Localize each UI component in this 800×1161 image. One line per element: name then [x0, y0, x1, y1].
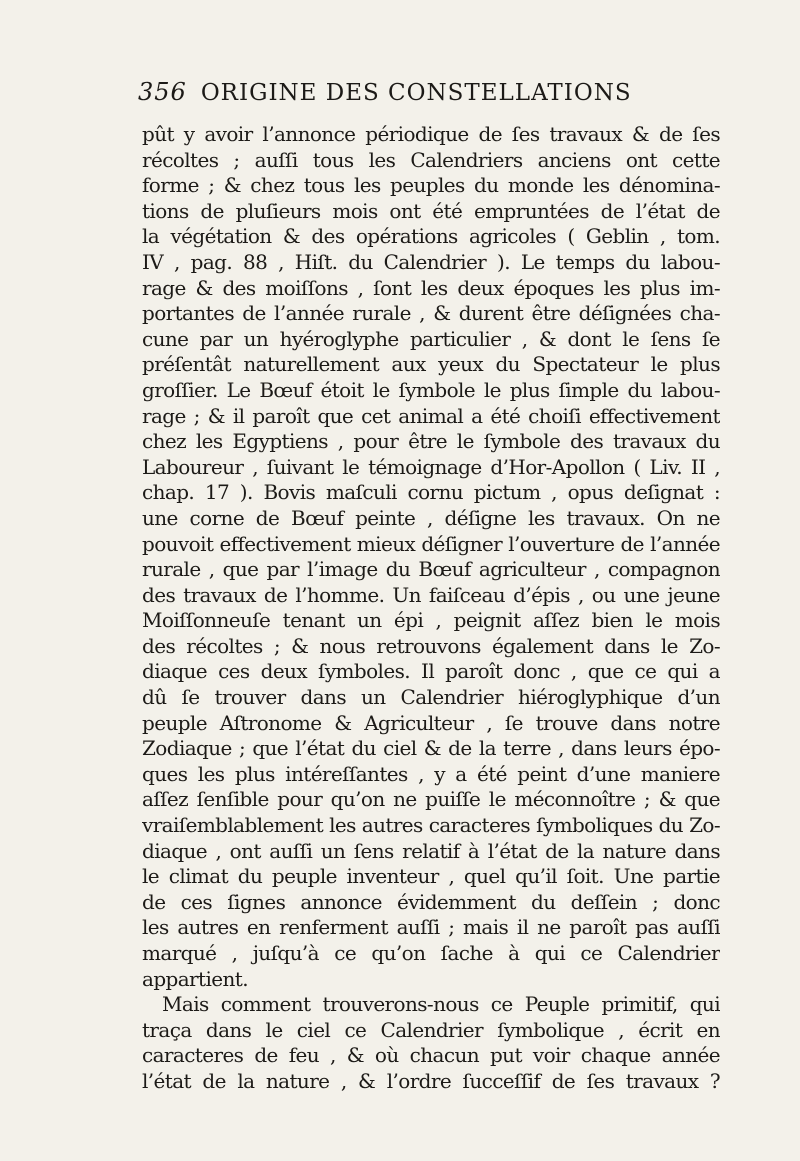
page-number: 356: [138, 78, 187, 106]
text-line: Mais comment trouverons-nous ce Peuple primitif, qui: [162, 992, 720, 1017]
text-line: ques les plus intéreſſantes , y a été peint d’une maniere: [142, 761, 720, 786]
text-line: des récoltes ; & nous retrouvons également dans le Zo-: [142, 633, 720, 658]
text-line: une corne de Bœuf peinte , déſigne les travaux. On ne: [142, 505, 720, 530]
text-line: Laboureur , ſuivant le témoignage d’Hor-Apollon ( Liv. II ,: [142, 454, 720, 479]
text-line: groſſier. Le Bœuf étoit le ſymbole le plus ſimple du labou-: [142, 377, 720, 402]
text-line: appartient.: [142, 966, 248, 991]
text-line: rurale , que par l’image du Bœuf agriculteur , compagnon: [142, 557, 720, 582]
text-line: portantes de l’année rurale , & durent être déſignées cha-: [142, 301, 720, 326]
text-line: forme ; & chez tous les peuples du monde les dénomina-: [142, 173, 720, 198]
text-line: IV , pag. 88 , Hiſt. du Calendrier ). Le temps du labou-: [142, 249, 720, 274]
text-line: dû ſe trouver dans un Calendrier hiéroglyphique d’un: [142, 685, 720, 710]
text-line: aſſez ſenſible pour qu’on ne puiſſe le méconnoître ; & que: [142, 787, 720, 812]
text-line: tions de pluſieurs mois ont été empruntées de l’état de: [142, 198, 720, 223]
text-line: de ces ſignes annonce évidemment du deſſein ; donc: [142, 889, 720, 914]
text-line: marqué , juſqu’à ce qu’on ſache à qui ce Calendrier: [142, 941, 720, 965]
text-line: préſentât naturellement aux yeux du Spectateur le plus: [142, 352, 720, 377]
running-title: ORIGINE DES CONSTELLATIONS: [200, 80, 632, 106]
text-line: chez les Egyptiens , pour être le ſymbole des travaux du: [142, 429, 720, 454]
page-header: [138, 78, 718, 116]
text-line: récoltes ; auſſi tous les Calendriers anciens ont cette: [142, 147, 720, 172]
text-line: Moiſſonneuſe tenant un épi , peignit aſſez bien le mois: [142, 608, 720, 633]
text-line: pouvoit effectivement mieux déſigner l’ouverture de l’année: [142, 531, 720, 556]
text-line: Zodiaque ; que l’état du ciel & de la terre , dans leurs épo-: [142, 736, 720, 761]
text-line: diaque ces deux ſymboles. Il paroît donc , que ce qui a: [142, 659, 720, 684]
text-line: diaque , ont auſſi un ſens relatif à l’état de la nature dans: [142, 838, 720, 863]
text-line: peuple Aſtronome & Agriculteur , ſe trouve dans notre: [142, 710, 720, 735]
text-line: des travaux de l’homme. Un faiſceau d’épis , ou une jeune: [142, 582, 720, 607]
text-line: cune par un hyéroglyphe particulier , & dont le ſens ſe: [142, 326, 720, 351]
text-line: vraiſemblablement les autres caracteres ſymboliques du Zo-: [142, 813, 720, 838]
text-line: pût y avoir l’annonce périodique de ſes travaux & de ſes: [142, 122, 720, 146]
text-line: rage & des moiſſons , ſont les deux époques les plus im-: [142, 275, 720, 300]
text-line: l’état de la nature , & l’ordre ſucceſſif de ſes travaux ?: [142, 1068, 720, 1093]
text-line: caracteres de feu , & où chacun put voir chaque année: [142, 1043, 720, 1068]
text-line: les autres en renferment auſſi ; mais il ne paroît pas auſſi: [142, 915, 720, 940]
text-line: la végétation & des opérations agricoles ( Geblin , tom.: [142, 224, 720, 249]
text-line: chap. 17 ). Bovis maſculi cornu pictum , opus deſignat :: [142, 480, 720, 505]
text-line: traça dans le ciel ce Calendrier ſymbolique , écrit en: [142, 1017, 720, 1042]
text-line: le climat du peuple inventeur , quel qu’il ſoit. Une partie: [142, 864, 720, 889]
text-line: rage ; & il paroît que cet animal a été choiſi effectivement: [142, 403, 720, 428]
body-text: [142, 122, 720, 1102]
